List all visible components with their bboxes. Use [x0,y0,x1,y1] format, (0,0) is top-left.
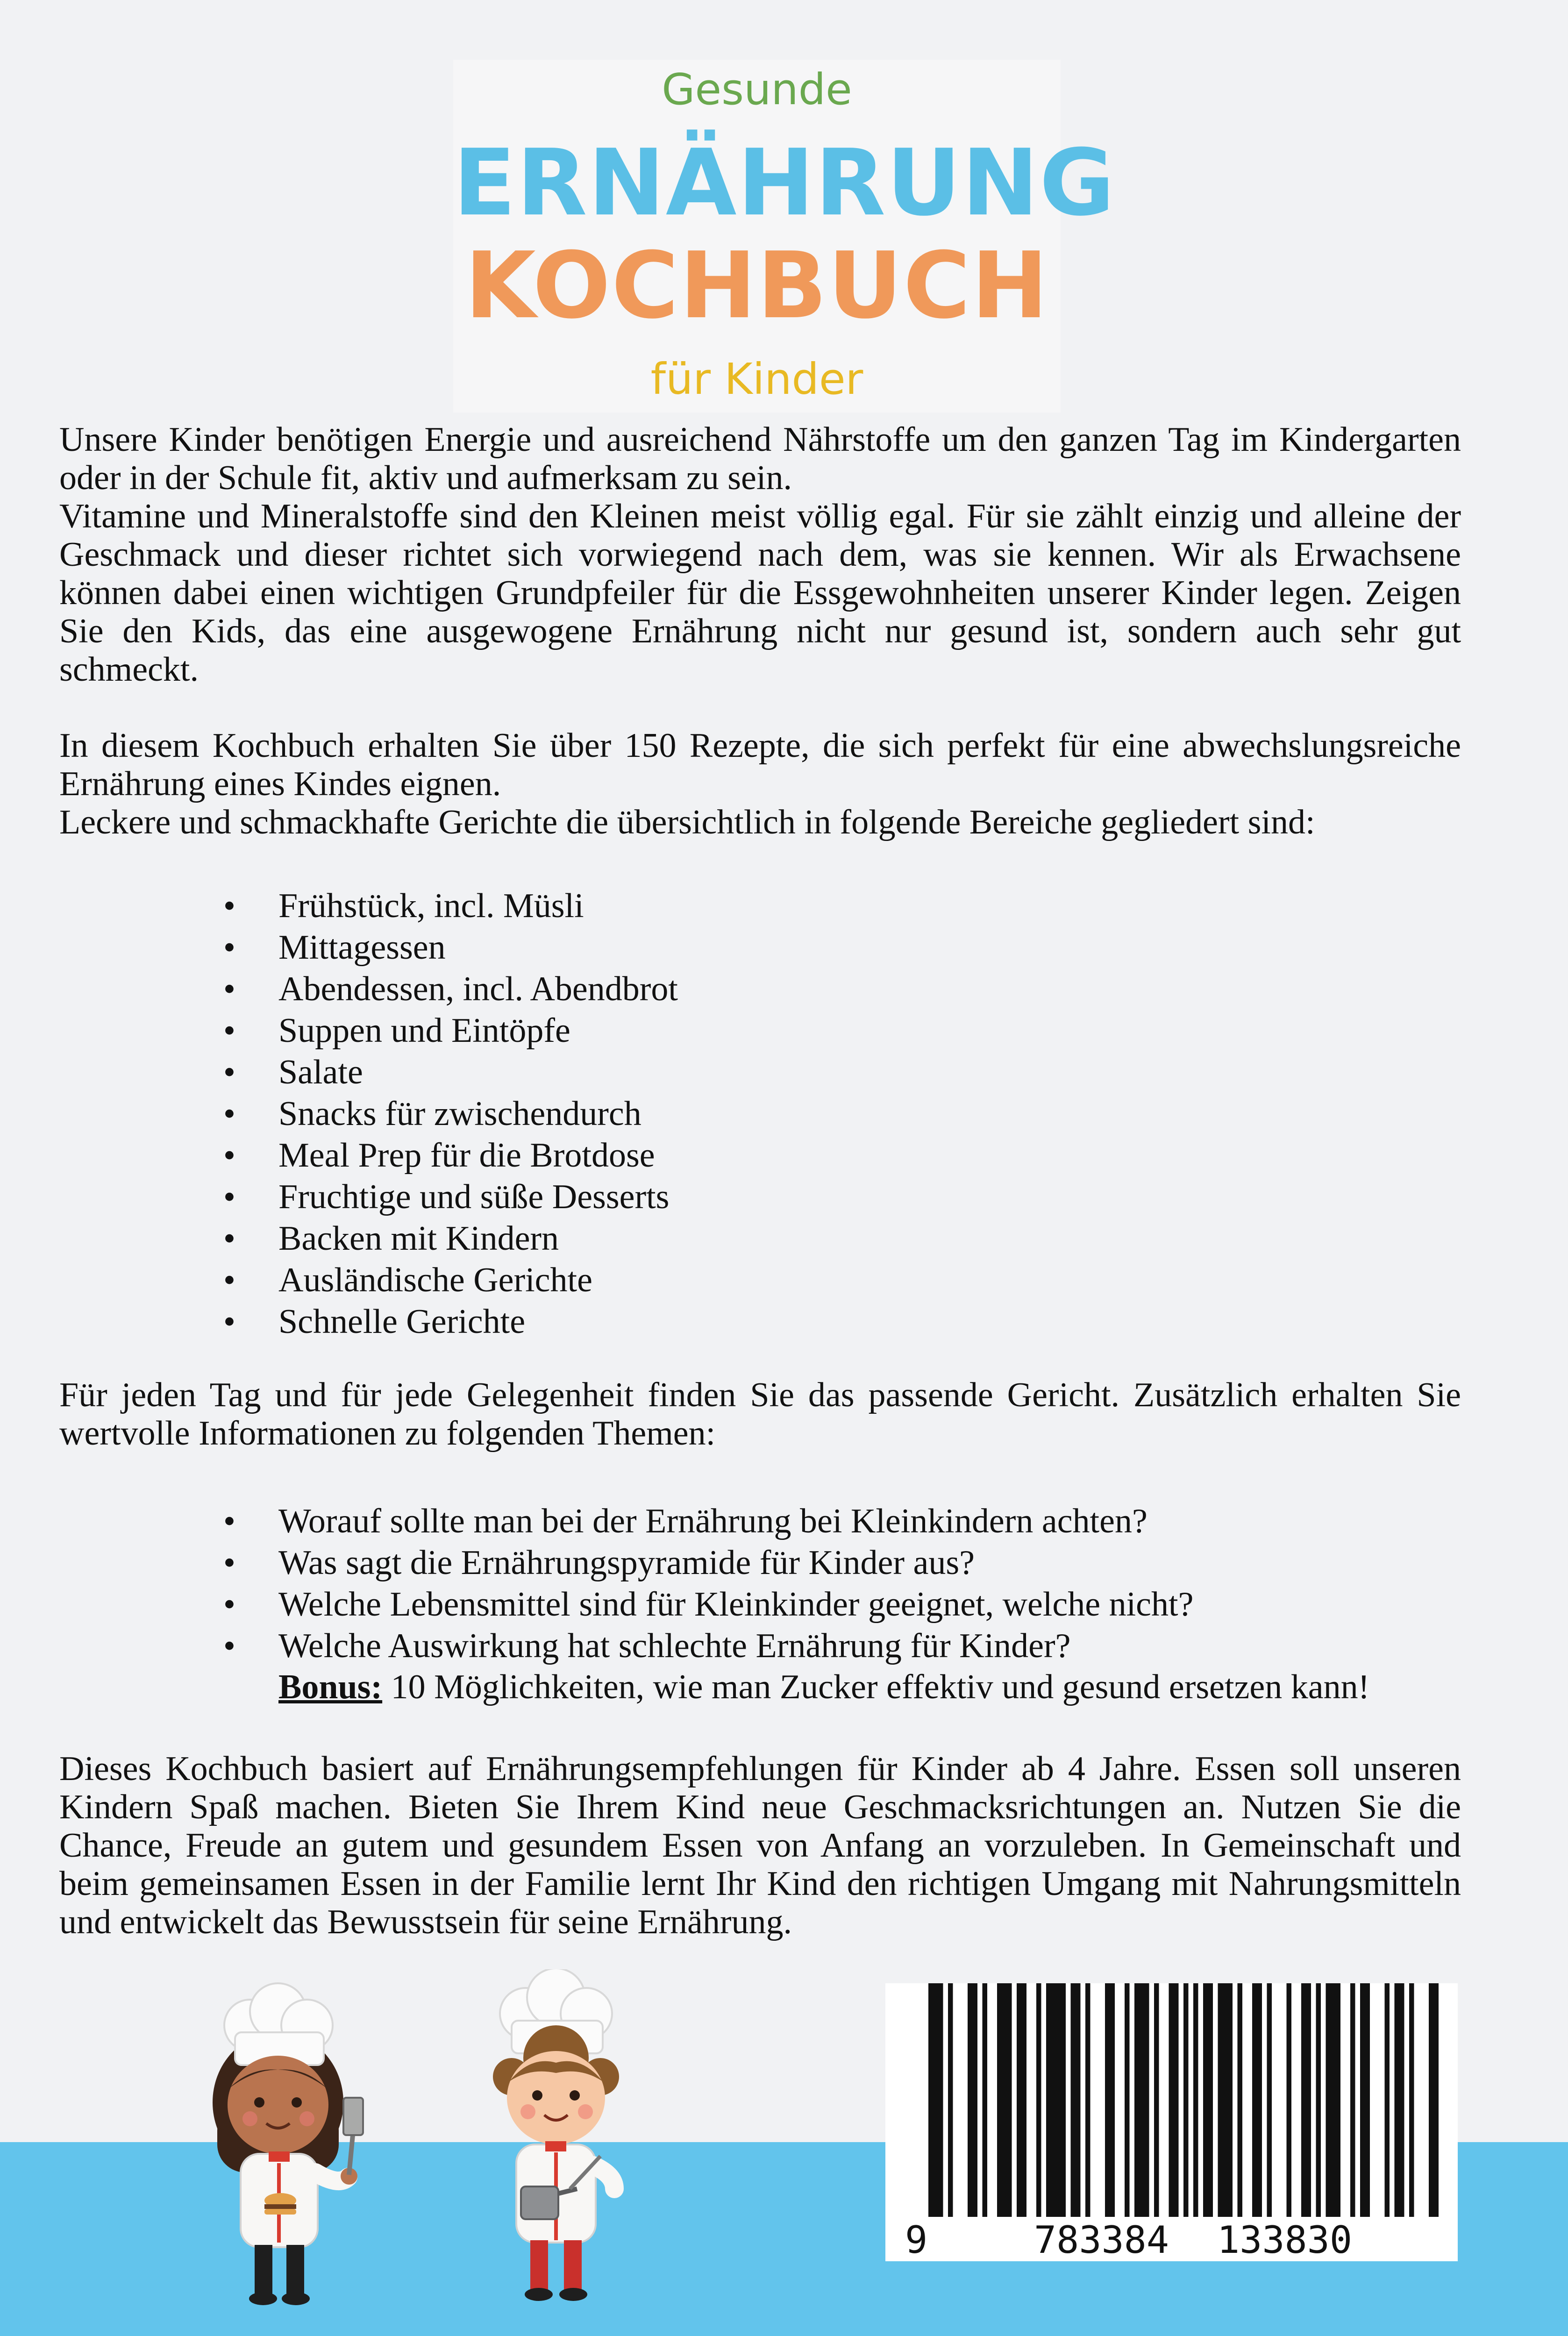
recipes-paragraph-1: In diesem Kochbuch erhalten Sie über 150 Rezepte, die sich perfekt für eine abwechslungsreiche Ernährung eines Kindes eignen. [59,726,1461,803]
barcode-bar [1134,1983,1149,2217]
info-section [59,1376,1461,1453]
title-fuer-kinder: für Kinder [650,354,863,404]
intro-paragraph-1: Unsere Kinder benötigen Energie und ausreichend Nährstoffe um den ganzen Tag im Kindergarten oder in der Schule fit, aktiv und aufmerksam zu sein. [59,420,1461,497]
list-item: • Snacks für zwischendurch [223,1093,1485,1135]
list-item: • Was sagt die Ernährungspyramide für Kinder aus? [223,1542,1485,1584]
barcode-bar [1085,1983,1090,2217]
chef-boy-illustration [460,1969,661,2315]
barcode-bar [1169,1983,1179,2217]
chef-girl-illustration [185,1981,395,2317]
bonus-line [278,1668,1369,1706]
barcode-bar [1183,1983,1189,2217]
barcode-bar [1071,1983,1081,2217]
barcode-bar [1395,1983,1404,2217]
isbn-barcode [885,1983,1458,2261]
bonus-label: Bonus: [278,1668,383,1706]
recipes-section [59,726,1461,841]
list-item: • Worauf sollte man bei der Ernährung bei Kleinkindern achten? [223,1501,1485,1542]
barcode-bar [1316,1983,1321,2217]
barcode-first-digit: 9 [905,2218,928,2262]
barcode-bar [1218,1983,1233,2217]
list-item: • Abendessen, incl. Abendbrot [223,969,1485,1010]
intro-paragraph-2: Vitamine und Mineralstoffe sind den Kleinen meist völlig egal. Für sie zählt einzig und alleine der Geschmack und dieser richtet sich vorwiegend nach dem, was sie kennen. Wir als Erwachsene können dabei einen wichtigen Grundpfeiler für die Essgewohnheiten unserer Kinder legen. Zeigen Sie den Kids, das eine ausgewogene Ernährung nicht nur gesund ist, sondern auch sehr gut schmeckt. [59,497,1461,689]
bonus-text: 10 Möglichkeiten, wie man Zucker effektiv und gesund ersetzen kann! [382,1668,1370,1706]
recipes-paragraph-2: Leckere und schmackhafte Gerichte die übersichtlich in folgende Bereiche gegliedert sind: [59,803,1315,841]
barcode-bar [1267,1983,1272,2217]
list-item: • Welche Auswirkung hat schlechte Ernährung für Kinder? [223,1625,1485,1667]
title-kochbuch: KOCHBUCH [465,233,1049,339]
list-item: • Salate [223,1052,1485,1093]
barcode-bar [1154,1983,1159,2217]
intro-section [59,420,1461,689]
closing-paragraph: Dieses Kochbuch basiert auf Ernährungsempfehlungen für Kinder ab 4 Jahre. Essen soll unseren Kindern Spaß machen. Bieten Sie Ihrem Kind neue Geschmacksrichtungen an. Nutzen Sie die Chance, Freude an gutem und gesundem Essen von Anfang an vorzuleben. In Gemeinschaft und beim gemeinsamen Essen in der Familie lernt Ihr Kind den richtigen Umgang mit Nahrungsmitteln und entwickelt das Bewusstsein für seine Ernährung. [59,1750,1461,1941]
barcode-bar [928,1983,943,2217]
barcode-bar [1203,1983,1213,2217]
barcode-bar [983,1983,988,2217]
info-paragraph: Für jeden Tag und für jede Gelegenheit finden Sie das passende Gericht. Zusätzlich erhalten Sie wertvolle Informationen zu folgenden Themen: [59,1376,1461,1453]
list-item: • Suppen und Eintöpfe [223,1010,1485,1052]
list-item: • Fruchtige und süße Desserts [223,1176,1485,1218]
barcode-bar [1350,1983,1355,2217]
closing-section [59,1750,1461,1941]
list-item: • Welche Lebensmittel sind für Kleinkinder geeignet, welche nicht? [223,1584,1485,1625]
barcode-bar [968,1983,977,2217]
barcode-bar [1409,1983,1414,2217]
barcode-bar [1105,1983,1115,2217]
barcode-bar [1193,1983,1198,2217]
barcode-bars [885,1983,1458,2261]
topic-list [223,1501,1485,1667]
list-item: • Backen mit Kindern [223,1218,1485,1260]
barcode-bar [1125,1983,1130,2217]
barcode-left-digits: 783384 [1034,2218,1169,2262]
list-item: • Mittagessen [223,927,1485,969]
barcode-bar [997,1983,1012,2217]
barcode-bar [1429,1983,1439,2217]
barcode-bar [1287,1983,1292,2217]
barcode-bar [1301,1983,1311,2217]
barcode-bar [1360,1983,1370,2217]
barcode-bar [1046,1983,1066,2217]
list-item: • Meal Prep für die Brotdose [223,1135,1485,1176]
barcode-bar [1238,1983,1243,2217]
barcode-bar [1326,1983,1341,2217]
title-block [453,60,1116,413]
list-item: • Frühstück, incl. Müsli [223,885,1485,927]
title-ernaehrung: ERNÄHRUNG [453,130,1116,236]
barcode-bar [1252,1983,1262,2217]
barcode-right-digits: 133830 [1217,2218,1352,2262]
barcode-bar [948,1983,953,2217]
barcode-bar [1017,1983,1026,2217]
list-item: • Schnelle Gerichte [223,1301,1485,1343]
list-item: • Ausländische Gerichte [223,1260,1485,1301]
barcode-bar [1036,1983,1041,2217]
category-list [223,885,1485,1343]
barcode-bar [1385,1983,1390,2217]
title-gesunde: Gesunde [662,64,852,114]
